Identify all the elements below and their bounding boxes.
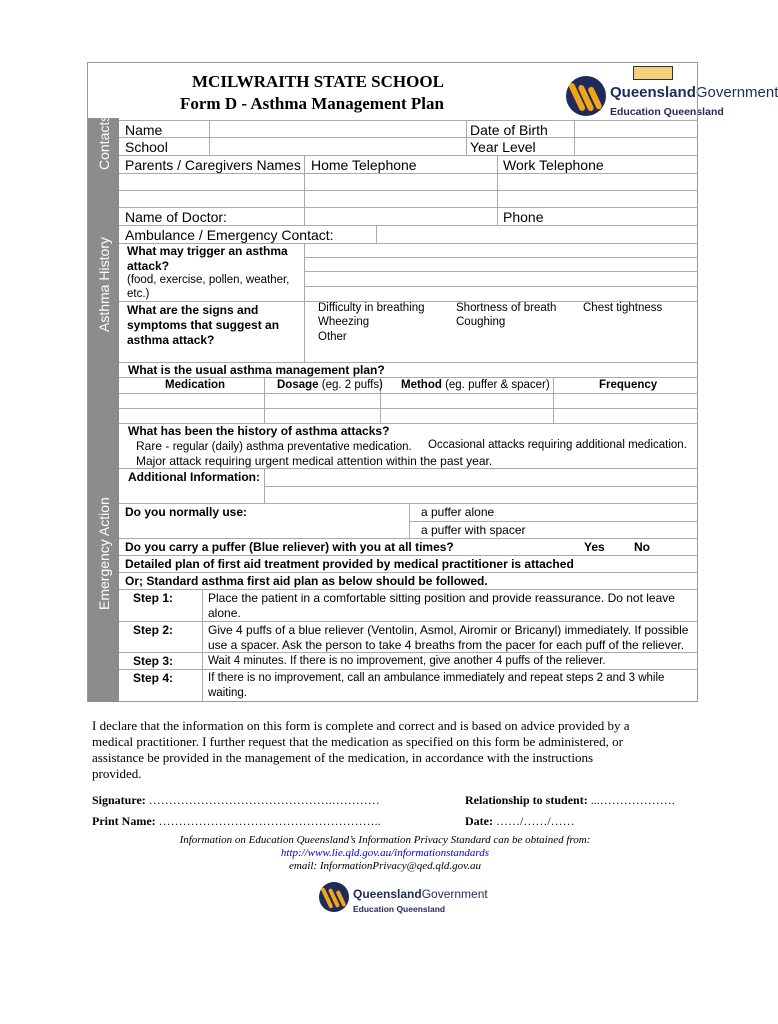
section-label-emergency: Emergency Action — [96, 497, 112, 610]
standard-plan: Or; Standard asthma first aid plan as below should be followed. — [125, 574, 488, 588]
logo-sub-bottom: Education Queensland — [353, 904, 446, 914]
footer-email: email: InformationPrivacy@qed.qld.gov.au — [289, 860, 481, 872]
col-dosage: Dosage (eg. 2 puffs) — [277, 379, 383, 391]
signature-line: Signature: ……………………………………….………… — [92, 793, 380, 807]
step2-text-b: use a spacer. Ask the person to take 4 breaths from the pacer for each puff of the reliever. — [208, 638, 685, 652]
section-label-history: Asthma History — [96, 237, 112, 332]
step4-text-a: If there is no improvement, call an ambulance immediately and repeat steps 2 and 3 while — [208, 672, 665, 684]
step2-label: Step 2: — [133, 623, 174, 637]
col-method: Method (eg. puffer & spacer) — [401, 379, 550, 391]
option-puffer-alone: a puffer alone — [421, 505, 495, 519]
step4-text-b: waiting. — [208, 687, 247, 699]
label-name: Name — [125, 122, 163, 138]
col-frequency: Frequency — [599, 379, 658, 391]
step4-label: Step 4: — [133, 671, 174, 685]
declaration-line-4: provided. — [92, 766, 142, 781]
option-puffer-spacer: a puffer with spacer — [421, 523, 526, 537]
management-question: What is the usual asthma management plan? — [128, 363, 385, 377]
detailed-plan: Detailed plan of first aid treatment provided by medical practitioner is attached — [125, 557, 574, 571]
symptom-coughing: Coughing — [456, 316, 506, 328]
declaration-line-2: medical practitioner. I further request that the medication as specified on this form be administered, or — [92, 734, 624, 749]
section-sidebar — [88, 118, 119, 702]
label-work-tel: Work Telephone — [503, 157, 604, 173]
step3-label: Step 3: — [133, 654, 174, 668]
logo-name-bottom: Queensland — [353, 887, 422, 901]
attacks-question: What has been the history of asthma attacks? — [128, 424, 390, 438]
declaration-line-1: I declare that the information on this form is complete and correct and is based on advice provided by a — [92, 718, 630, 733]
trigger-examples-1: (food, exercise, pollen, weather, — [127, 274, 290, 286]
symptom-chest: Chest tightness — [583, 302, 663, 314]
trigger-question-2: attack? — [127, 259, 170, 273]
label-dob: Date of Birth — [470, 122, 548, 138]
answer-yes: Yes — [584, 540, 605, 554]
label-school: School — [125, 139, 168, 155]
logo-gov-bottom: Government — [421, 887, 488, 901]
trigger-question-1: What may trigger an asthma — [127, 244, 288, 258]
footer-info: Information on Education Queensland’s Information Privacy Standard can be obtained from: — [179, 834, 591, 846]
step2-text-a: Give 4 puffs of a blue reliever (Ventolin, Asmol, Airomir or Bricanyl) immediately. If possible — [208, 623, 689, 637]
trigger-examples-2: etc.) — [127, 288, 150, 300]
carry-question: Do you carry a puffer (Blue reliever) with you at all times? — [125, 540, 454, 554]
label-phone: Phone — [503, 209, 544, 225]
label-year: Year Level — [470, 139, 536, 155]
symptom-shortness: Shortness of breath — [456, 302, 557, 314]
section-label-contacts: Contacts — [96, 114, 112, 170]
print-name-line: Print Name: ……………………………………………….. — [92, 814, 381, 828]
signs-question-3: asthma attack? — [127, 333, 215, 347]
date-line: Date: ……/……/…… — [465, 814, 575, 828]
step3-text: Wait 4 minutes. If there is no improvement, give another 4 puffs of the reliever. — [208, 655, 606, 667]
declaration-line-3: assistance be provided in the management of the medication, in accordance with the instructions — [92, 750, 594, 765]
form-title: Form D - Asthma Management Plan — [180, 94, 444, 113]
signs-question-2: symptoms that suggest an — [127, 318, 280, 332]
logo-name: Queensland — [610, 84, 696, 101]
answer-no: No — [634, 540, 650, 554]
signs-question-1: What are the signs and — [127, 303, 259, 317]
school-name: MCILWRAITH STATE SCHOOL — [192, 72, 444, 91]
attacks-occasional: Occasional attacks requiring additional medication. — [428, 439, 687, 451]
step1-label: Step 1: — [133, 591, 174, 605]
attacks-major: Major attack requiring urgent medical attention within the past year. — [136, 454, 493, 468]
normally-use-label: Do you normally use: — [125, 505, 248, 519]
label-parents: Parents / Caregivers Names — [125, 157, 301, 173]
step1-text-a: Place the patient in a comfortable sitting position and provide reassurance. Do not leave — [208, 591, 675, 605]
label-home-tel: Home Telephone — [311, 157, 417, 173]
col-medication: Medication — [165, 379, 226, 391]
step1-text-b: alone. — [208, 606, 241, 620]
symptom-other: Other — [318, 331, 347, 343]
label-ambulance: Ambulance / Emergency Contact: — [125, 227, 334, 243]
crest-icon — [319, 882, 349, 912]
relationship-line: Relationship to student: ...………………. — [465, 793, 675, 807]
attacks-rare: Rare - regular (daily) asthma preventative medication. — [136, 439, 412, 453]
symptom-wheezing: Wheezing — [318, 316, 370, 328]
label-doctor: Name of Doctor: — [125, 209, 227, 225]
queensland-government-logo-bottom — [319, 880, 488, 920]
symptom-difficulty: Difficulty in breathing — [318, 302, 425, 314]
logo-sub: Education Queensland — [610, 106, 724, 118]
footer-url-link[interactable]: http://www.lie.qld.gov.au/informationstandards — [280, 847, 490, 859]
additional-info-label: Additional Information: — [128, 470, 260, 484]
logo-gov: Government — [695, 84, 778, 101]
